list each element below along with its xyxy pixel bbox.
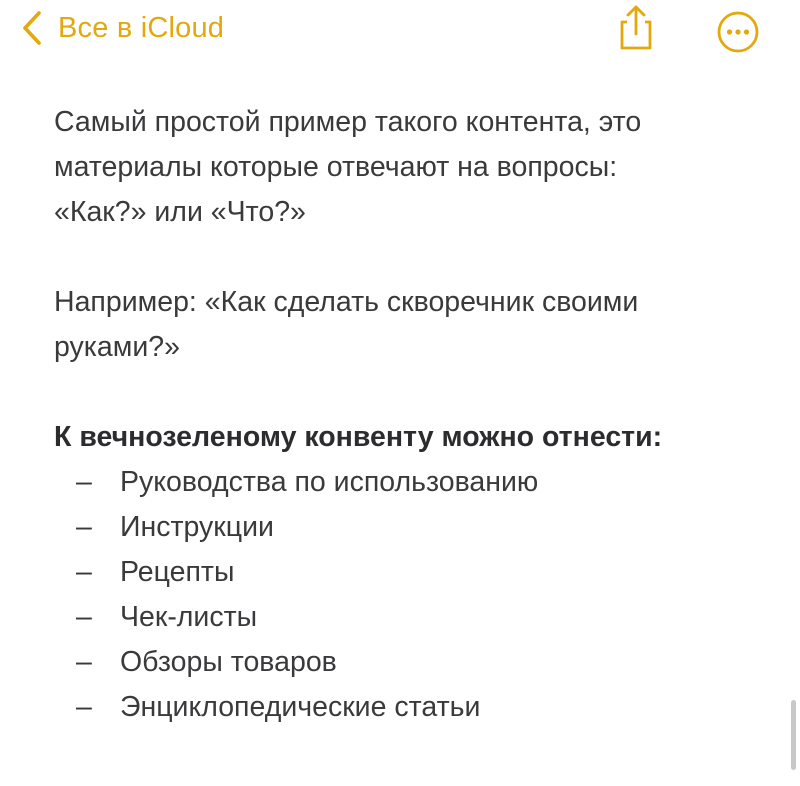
note-line: руками?» <box>54 331 180 363</box>
list-item <box>54 595 754 640</box>
scroll-indicator[interactable] <box>791 700 796 770</box>
back-button[interactable] <box>22 8 224 48</box>
bullet-dash: – <box>76 691 92 723</box>
share-icon <box>614 4 658 52</box>
blank-line <box>54 370 754 415</box>
bullet-dash: – <box>76 466 92 498</box>
note-heading: К вечнозеленому конвенту можно отнести: <box>54 421 663 453</box>
note-line: материалы которые отвечают на вопросы: <box>54 151 618 183</box>
list-item-text: Руководства по использованию <box>120 466 539 498</box>
bullet-dash: – <box>76 646 92 678</box>
list-item-text: Энциклопедические статьи <box>120 691 481 723</box>
share-button[interactable] <box>614 4 658 52</box>
bullet-dash: – <box>76 601 92 633</box>
chevron-left-icon <box>22 11 42 45</box>
list-item <box>54 460 754 505</box>
back-button-label: Все в iCloud <box>58 11 225 44</box>
list-item <box>54 550 754 595</box>
bullet-list <box>54 460 754 730</box>
list-item-text: Рецепты <box>120 556 235 588</box>
note-line: «Как?» или «Что?» <box>54 196 306 228</box>
note-line: Например: «Как сделать скворечник своими <box>54 286 639 318</box>
bullet-dash: – <box>76 556 92 588</box>
navigation-bar <box>0 0 800 60</box>
list-item-text: Инструкции <box>120 511 274 543</box>
blank-line <box>54 235 754 280</box>
list-item <box>54 505 754 550</box>
list-item-text: Чек-листы <box>120 601 258 633</box>
bullet-dash: – <box>76 511 92 543</box>
ellipsis-circle-icon <box>716 10 760 54</box>
more-button[interactable] <box>716 10 760 54</box>
note-line: Самый простой пример такого контента, это <box>54 106 642 138</box>
list-item <box>54 640 754 685</box>
list-item <box>54 685 754 730</box>
note-body[interactable] <box>54 100 754 730</box>
list-item-text: Обзоры товаров <box>120 646 337 678</box>
